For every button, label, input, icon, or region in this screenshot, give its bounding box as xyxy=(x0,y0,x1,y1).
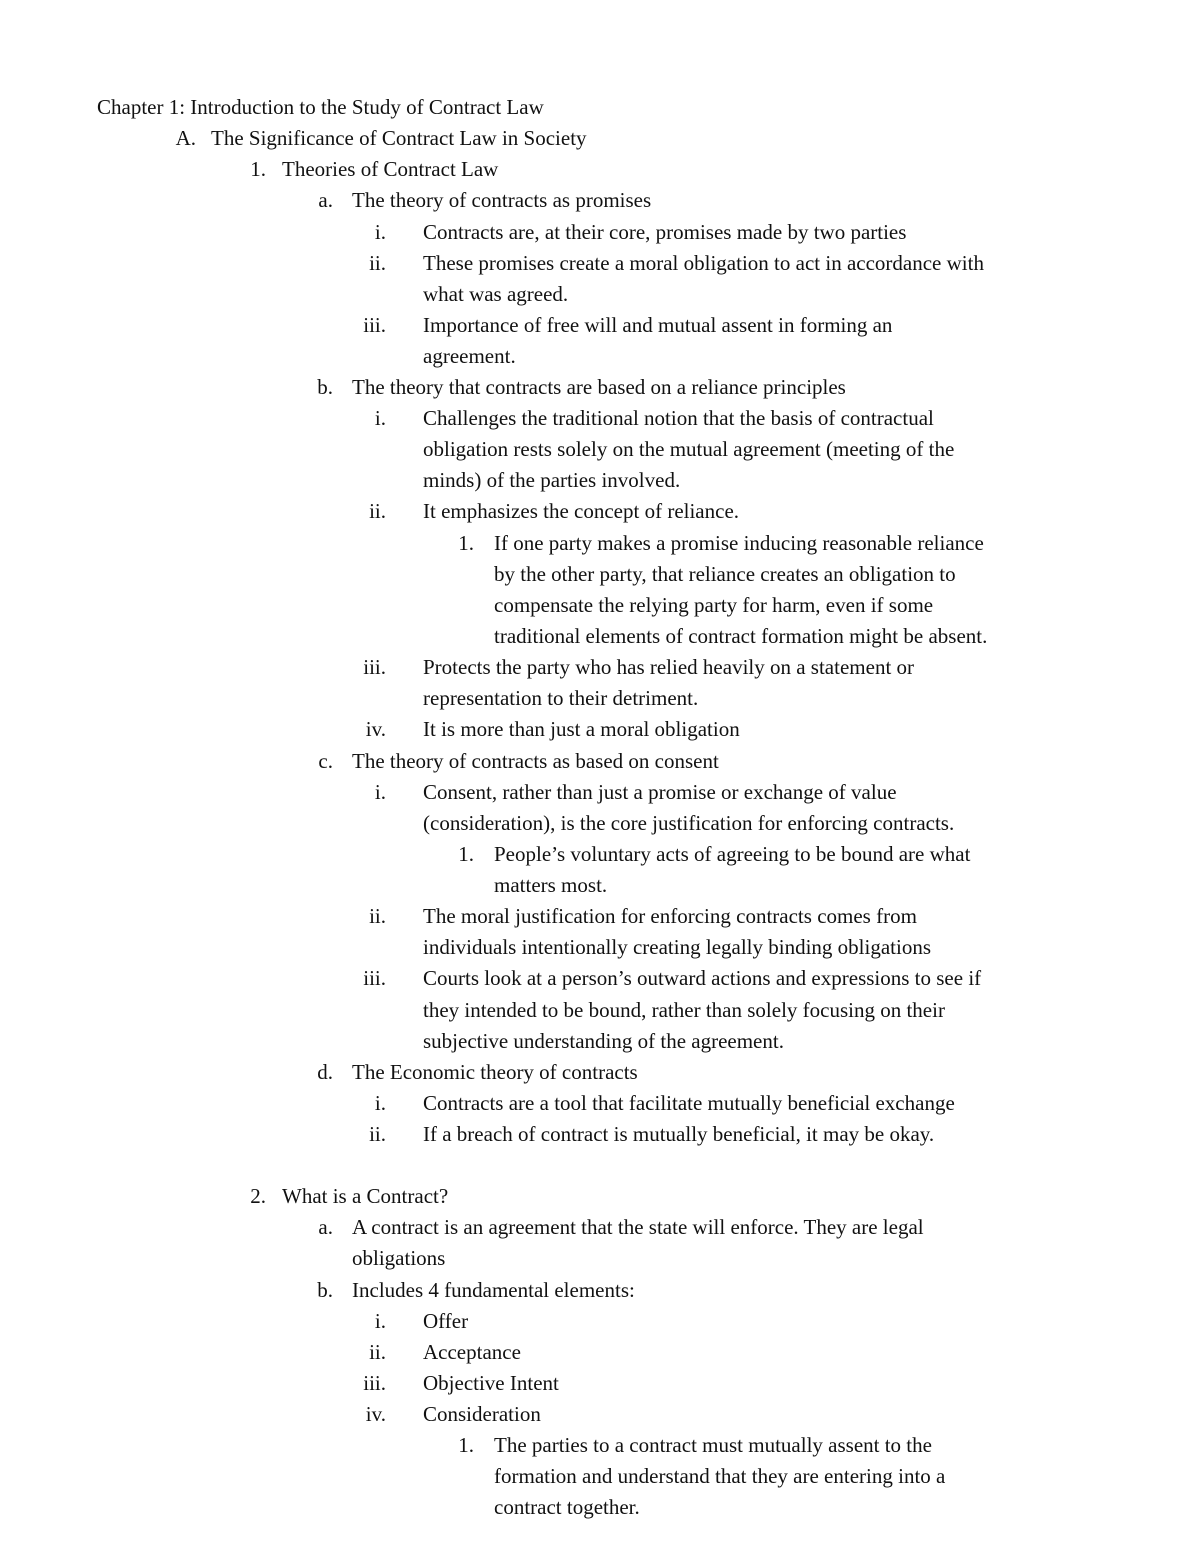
list-item-text: obligations xyxy=(352,1246,446,1270)
list-item-heading: The Economic theory of contracts xyxy=(352,1060,638,1084)
list-marker: c. xyxy=(318,749,333,773)
list-item-text: If one party makes a promise inducing reasonable reliance xyxy=(494,531,984,555)
list-marker: ii. xyxy=(369,251,386,275)
list-item-text: what was agreed. xyxy=(423,282,569,306)
list-marker: 2. xyxy=(250,1184,266,1208)
list-item-text: Consideration xyxy=(423,1402,541,1426)
list-marker: ii. xyxy=(369,1340,386,1364)
list-marker: iii. xyxy=(363,313,386,337)
list-item-text: People’s voluntary acts of agreeing to be bound are what xyxy=(494,842,971,866)
chapter-title: Chapter 1: Introduction to the Study of Contract Law xyxy=(97,95,544,119)
list-marker: i. xyxy=(374,220,386,244)
list-marker: b. xyxy=(317,1278,333,1302)
list-marker: ii. xyxy=(369,1122,386,1146)
list-item-text: Protects the party who has relied heavily on a statement or xyxy=(423,655,915,679)
list-marker: a. xyxy=(318,188,333,212)
list-marker: 1. xyxy=(250,157,266,181)
list-item-text: Challenges the traditional notion that the basis of contractual xyxy=(423,406,934,430)
list-item-text: individuals intentionally creating legally binding obligations xyxy=(423,935,931,959)
list-marker: 1. xyxy=(458,531,474,555)
list-marker: ii. xyxy=(369,904,386,928)
list-item-text: matters most. xyxy=(494,873,608,897)
list-marker: A. xyxy=(175,126,196,150)
list-item-text: representation to their detriment. xyxy=(423,686,699,710)
list-item-heading: The theory that contracts are based on a reliance principles xyxy=(352,375,846,399)
list-marker: iii. xyxy=(363,1371,386,1395)
list-item-text: they intended to be bound, rather than solely focusing on their xyxy=(423,998,945,1022)
list-item-text: Importance of free will and mutual assent in forming an xyxy=(423,313,893,337)
list-item-text: Objective Intent xyxy=(423,1371,559,1395)
list-item-heading: What is a Contract? xyxy=(282,1184,449,1208)
list-item-text: The parties to a contract must mutually assent to the xyxy=(494,1433,932,1457)
list-marker: b. xyxy=(317,375,333,399)
list-marker: i. xyxy=(374,406,386,430)
list-marker: iii. xyxy=(363,655,386,679)
list-marker: d. xyxy=(317,1060,333,1084)
list-marker: i. xyxy=(374,1309,386,1333)
list-item-text: Contracts are a tool that facilitate mutually beneficial exchange xyxy=(423,1091,955,1115)
list-marker: a. xyxy=(318,1215,333,1239)
list-item-text: Consent, rather than just a promise or exchange of value xyxy=(423,780,897,804)
list-item-text: It emphasizes the concept of reliance. xyxy=(423,499,740,523)
list-item-text: If a breach of contract is mutually beneficial, it may be okay. xyxy=(423,1122,935,1146)
list-item-heading: The theory of contracts as promises xyxy=(352,188,652,212)
list-item-text: Offer xyxy=(423,1309,469,1333)
list-item-text: Acceptance xyxy=(423,1340,521,1364)
section-heading: The Significance of Contract Law in Society xyxy=(211,126,587,150)
list-marker: iv. xyxy=(365,717,386,741)
list-marker: 1. xyxy=(458,842,474,866)
list-marker: ii. xyxy=(369,499,386,523)
list-item-text: These promises create a moral obligation to act in accordance with xyxy=(423,251,984,275)
list-marker: i. xyxy=(374,1091,386,1115)
list-item-text: by the other party, that reliance creates an obligation to xyxy=(494,562,956,586)
list-item-text: minds) of the parties involved. xyxy=(423,468,681,492)
list-item-text: Courts look at a person’s outward actions and expressions to see if xyxy=(423,966,982,990)
list-item-text: It is more than just a moral obligation xyxy=(423,717,740,741)
list-marker: iv. xyxy=(365,1402,386,1426)
list-item-text: subjective understanding of the agreement. xyxy=(423,1029,784,1053)
list-item-text: traditional elements of contract formation might be absent. xyxy=(494,624,988,648)
list-marker: 1. xyxy=(458,1433,474,1457)
list-item-text: (consideration), is the core justification for enforcing contracts. xyxy=(423,811,955,835)
list-item-text: contract together. xyxy=(494,1495,640,1519)
list-item-text: The moral justification for enforcing contracts comes from xyxy=(423,904,917,928)
list-item-text: formation and understand that they are entering into a xyxy=(494,1464,946,1488)
list-item-heading: Theories of Contract Law xyxy=(282,157,499,181)
list-item-heading: The theory of contracts as based on consent xyxy=(352,749,719,773)
list-marker: iii. xyxy=(363,966,386,990)
list-item-text: obligation rests solely on the mutual agreement (meeting of the xyxy=(423,437,955,461)
list-item-heading: Includes 4 fundamental elements: xyxy=(352,1278,635,1302)
list-item-text: agreement. xyxy=(423,344,516,368)
list-item-text: A contract is an agreement that the state will enforce. They are legal xyxy=(352,1215,924,1239)
list-item-text: compensate the relying party for harm, even if some xyxy=(494,593,934,617)
list-item-text: Contracts are, at their core, promises made by two parties xyxy=(423,220,907,244)
list-marker: i. xyxy=(374,780,386,804)
